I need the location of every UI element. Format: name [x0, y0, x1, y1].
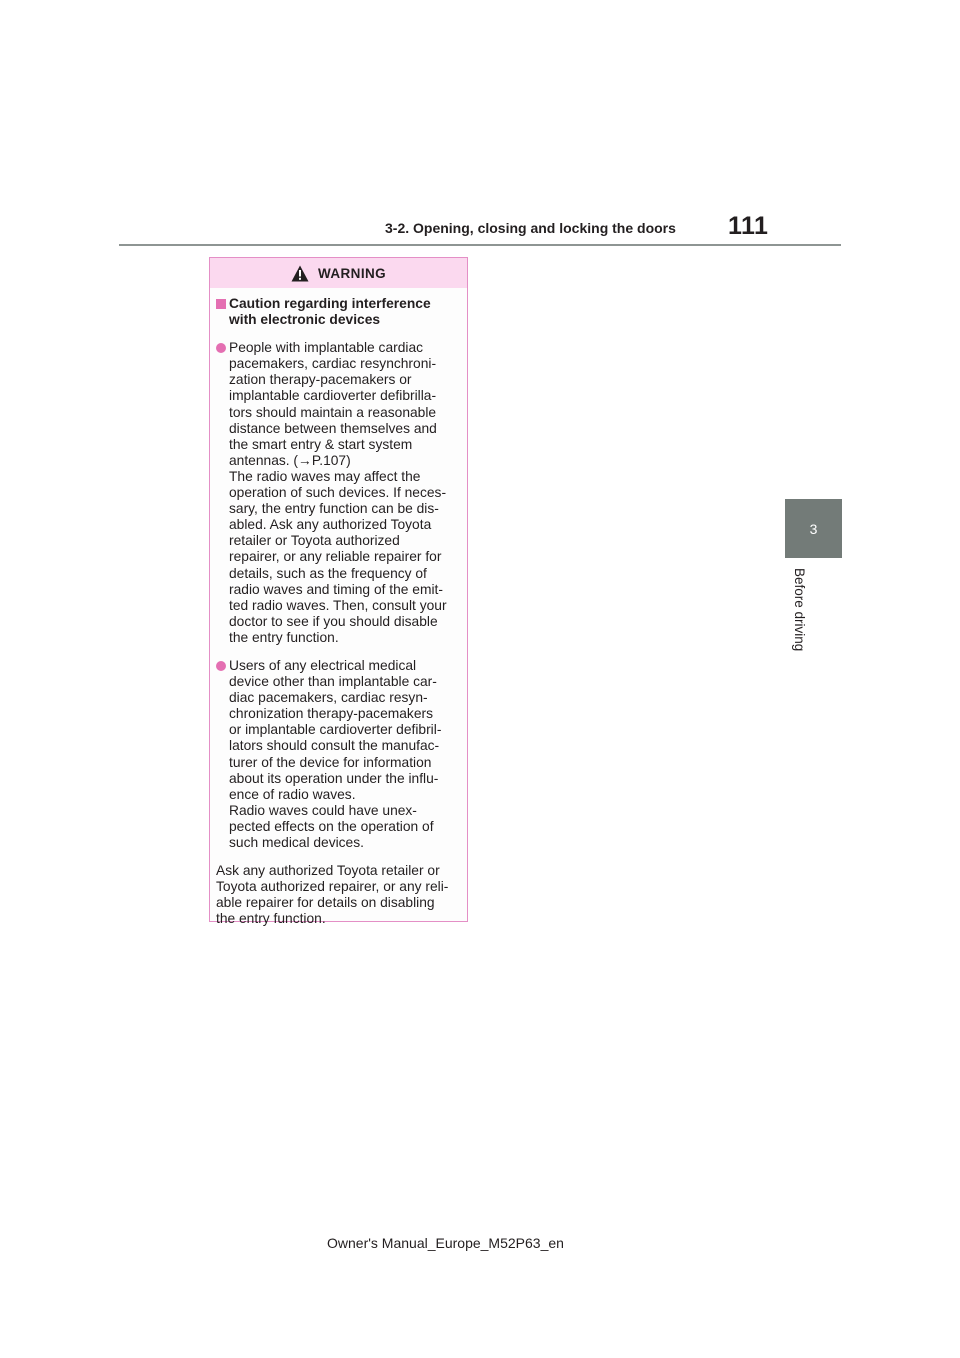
text-line: pacemakers, cardiac resynchroni- [229, 356, 437, 372]
bullet-text [229, 658, 459, 851]
text-line: such medical devices. [229, 835, 364, 850]
warning-body [210, 288, 467, 927]
text-line: Users of any electrical medical [229, 657, 417, 673]
text-line: retailer or Toyota authorized [229, 533, 400, 549]
warning-heading-text [229, 296, 431, 328]
text-line: chronization therapy-pacemakers [229, 706, 433, 722]
text-line: ence of radio waves. [229, 786, 356, 802]
page-number: 111 [728, 212, 769, 240]
header-divider [119, 244, 841, 246]
text-line: the smart entry & start system [229, 436, 413, 452]
text-line: Toyota authorized repairer, or any reli- [216, 879, 449, 895]
text-line: distance between themselves and [229, 420, 437, 436]
text-line: Ask any authorized Toyota retailer or [216, 863, 440, 879]
text-line: device other than implantable car- [229, 674, 437, 690]
bullet-item [216, 340, 459, 646]
warning-heading [216, 296, 459, 328]
text-line: People with implantable cardiac [229, 340, 424, 356]
text-line: The radio waves may affect the [229, 468, 421, 484]
chapter-tab[interactable] [785, 499, 842, 558]
text-line: details, such as the frequency of [229, 565, 427, 581]
text-line: doctor to see if you should disable [229, 613, 438, 629]
text-line: implantable cardioverter defibrilla- [229, 388, 437, 404]
text-line: radio waves and timing of the emit- [229, 581, 443, 597]
text-line: the entry function. [216, 911, 326, 927]
text-line: tors should maintain a reasonable [229, 404, 437, 420]
text-line: diac pacemakers, cardiac resyn- [229, 690, 428, 706]
square-bullet-icon [216, 299, 226, 309]
text-line: lators should consult the manufac- [229, 738, 440, 754]
chapter-label: Before driving [792, 568, 807, 652]
footer-text: Owner's Manual_Europe_M52P63_en [327, 1235, 564, 1251]
text-line: the entry function. [229, 629, 339, 645]
warning-header [210, 258, 467, 288]
warning-title: WARNING [317, 265, 387, 281]
text-line: repairer, or any reliable repairer for [229, 549, 442, 565]
section-title: 3-2. Opening, closing and locking the doors [385, 220, 676, 236]
text-line: about its operation under the influ- [229, 770, 439, 786]
bullet-text [229, 340, 459, 646]
text-line: with electronic devices [229, 312, 381, 328]
text-line: pected effects on the operation of [229, 818, 434, 834]
text-line: turer of the device for information [229, 754, 432, 770]
circle-bullet-icon [216, 343, 226, 353]
text-line: sary, the entry function can be dis- [229, 501, 439, 517]
text-line: Caution regarding interference [229, 296, 431, 311]
text-line: operation of such devices. If neces- [229, 485, 447, 501]
circle-bullet-icon [216, 661, 226, 671]
bullet-item [216, 658, 459, 851]
warning-triangle-icon [291, 265, 309, 282]
text-line: ted radio waves. Then, consult your [229, 597, 447, 613]
chapter-number: 3 [809, 520, 818, 537]
page-reference-link[interactable]: antennas. (→P.107) [229, 452, 351, 468]
text-line: zation therapy-pacemakers or [229, 372, 412, 388]
text-line: able repairer for details on disabling [216, 895, 435, 911]
text-line: Radio waves could have unex- [229, 802, 417, 818]
text-line: abled. Ask any authorized Toyota [229, 517, 432, 533]
closing-paragraph [216, 863, 459, 927]
warning-box [209, 257, 468, 927]
text-line: or implantable cardioverter defibril- [229, 722, 442, 738]
